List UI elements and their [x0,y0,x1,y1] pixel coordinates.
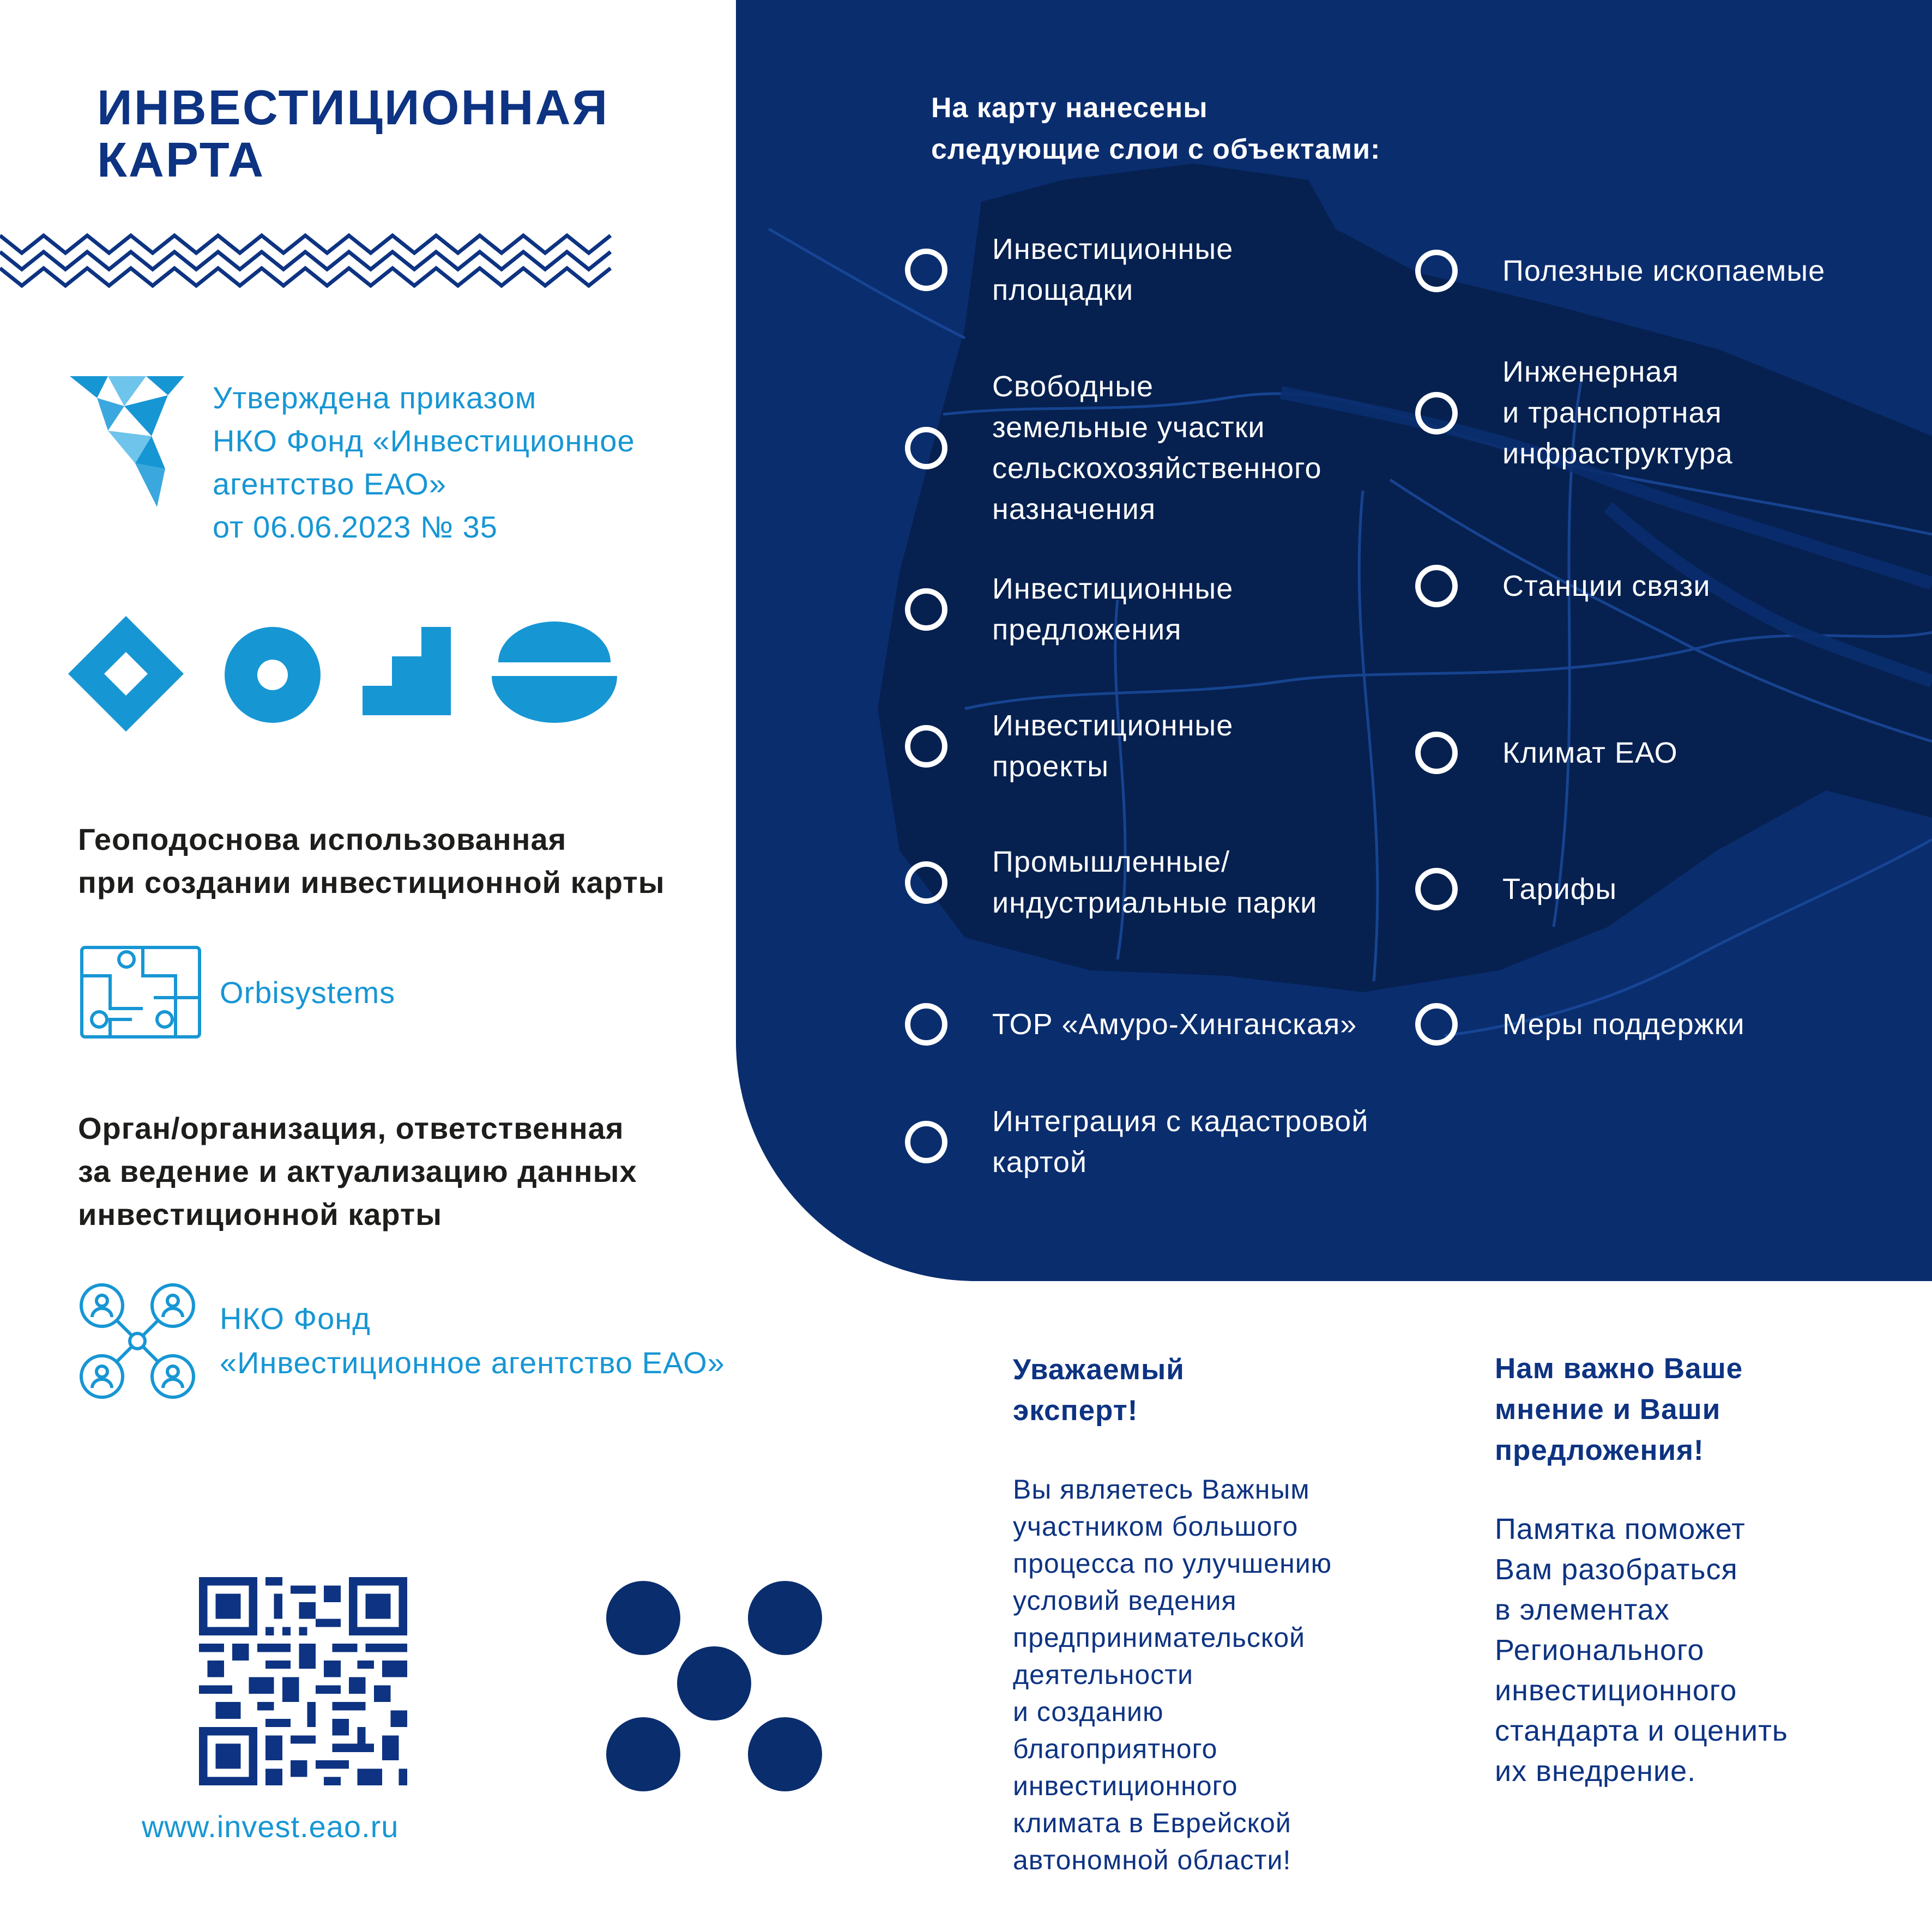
geobase-heading-line-1: Геоподоснова использованная [78,822,567,856]
diamond-shape-icon [68,616,184,732]
layer-radio-icon[interactable] [1415,565,1458,607]
geobase-provider: Orbisystems [220,975,396,1010]
layer-radio-icon[interactable] [1415,1003,1458,1046]
opinion-heading-line-2: мнение и Ваши [1495,1393,1721,1426]
layer-cadastral-integration[interactable] [905,1101,1368,1183]
layer-radio-icon[interactable] [905,1121,947,1163]
title-line-2: КАРТА [97,133,265,188]
layer-radio-icon[interactable] [1415,250,1458,292]
layer-communication-stations[interactable] [1415,565,1710,607]
expert-body-line: Вы являетесь Важным [1013,1474,1310,1505]
organization-heading [78,1107,637,1236]
layer-radio-icon[interactable] [905,588,947,631]
layer-radio-icon[interactable] [905,427,947,469]
layer-radio-icon[interactable] [1415,392,1458,434]
half-circle-shape-icon [492,621,617,723]
layer-investment-projects[interactable] [905,705,1233,787]
expert-body-line: условий ведения [1013,1585,1237,1616]
layer-label: Инвестиционные проекты [992,709,1234,783]
layer-label: Климат ЕАО [1502,736,1678,769]
qr-code-pattern [199,1577,407,1785]
layer-tariffs[interactable] [1415,868,1617,910]
five-dots-icon [605,1574,824,1794]
expert-body-line: инвестиционного [1013,1771,1238,1801]
layer-investment-sites[interactable] [905,229,1233,311]
expert-body-line: участником большого [1013,1511,1299,1542]
opinion-heading-line-3: предложения! [1495,1434,1704,1466]
layer-label: Меры поддержки [1502,1007,1745,1041]
geobase-heading-line-2: при создании инвестиционной карты [78,865,665,899]
page-title [97,82,609,186]
layer-label: Интеграция с кадастровой картой [992,1105,1369,1179]
layer-label: Промышленные/ индустриальные парки [992,846,1318,919]
approval-note [213,376,635,548]
layer-label: Инженерная и транспортная инфраструктура [1502,355,1733,470]
expert-body-line: автономной области! [1013,1845,1291,1875]
expert-body-line: предпринимательской [1013,1622,1306,1653]
layer-radio-icon[interactable] [905,725,947,768]
layer-infrastructure[interactable] [1415,352,1733,474]
layer-support-measures[interactable] [1415,1003,1745,1046]
layer-radio-icon[interactable] [905,249,947,291]
qr-code-icon[interactable] [199,1577,407,1785]
approval-line-2: НКО Фонд «Инвестиционное [213,424,635,458]
expert-heading [1013,1349,1185,1431]
layer-minerals[interactable] [1415,250,1825,292]
map-layers-heading [931,87,1380,170]
layer-label: Полезные ископаемые [1502,254,1826,287]
layer-agricultural-land[interactable] [905,366,1322,530]
opinion-heading [1495,1348,1743,1471]
opinion-body-line: стандарта и оценить [1495,1714,1788,1747]
opinion-body-line: Памятка поможет [1495,1513,1746,1545]
expert-body-line: благоприятного [1013,1734,1218,1764]
expert-heading-line-1: Уважаемый [1013,1354,1185,1386]
layer-label: Инвестиционные площадки [992,233,1234,306]
expert-body-line: и созданию [1013,1696,1164,1727]
agency-logo-icon [70,376,185,507]
people-network-icon [77,1281,197,1401]
approval-line-4: от 06.06.2023 № 35 [213,510,498,544]
opinion-body-line: инвестиционного [1495,1674,1737,1707]
expert-body-line: климата в Еврейской [1013,1808,1291,1838]
layer-climate[interactable] [1415,732,1678,774]
expert-body [1013,1471,1332,1879]
ring-shape-icon [225,627,321,723]
layer-tor-amuro-khinganskaya[interactable] [905,1003,1357,1046]
layer-radio-icon[interactable] [1415,732,1458,774]
layer-radio-icon[interactable] [905,861,947,904]
layer-label: Свободные земельные участки сельскохозяйственного назначения [992,370,1322,526]
map-plan-icon [77,943,204,1041]
map-layers-heading-line-2: следующие слои с объектами: [931,134,1381,165]
expert-heading-line-2: эксперт! [1013,1394,1138,1427]
opinion-body-line: Вам разобраться [1495,1553,1738,1586]
organization-name-line-2: «Инвестиционное агентство ЕАО» [220,1345,725,1380]
layer-radio-icon[interactable] [1415,868,1458,910]
approval-line-3: агентство ЕАО» [213,467,447,501]
zigzag-divider-icon [0,225,616,295]
website-link[interactable]: www.invest.eao.ru [142,1809,399,1844]
layer-label: Станции связи [1502,569,1711,602]
layer-industrial-parks[interactable] [905,842,1317,923]
layer-investment-offers[interactable] [905,569,1233,650]
map-layers-heading-line-1: На карту нанесены [931,92,1208,124]
title-line-1: ИНВЕСТИЦИОННАЯ [97,81,609,135]
layer-radio-icon[interactable] [905,1003,947,1046]
approval-line-1: Утверждена приказом [213,381,537,415]
expert-body-line: процесса по улучшению [1013,1548,1332,1579]
opinion-body-line: Регионального [1495,1634,1705,1667]
opinion-body-line: их внедрение. [1495,1755,1696,1788]
opinion-body-line: в элементах [1495,1593,1670,1626]
opinion-heading-line-1: Нам важно Ваше [1495,1353,1743,1385]
expert-body-line: деятельности [1013,1659,1194,1690]
layer-label: ТОР «Амуро-Хинганская» [992,1007,1357,1041]
organization-heading-line-3: инвестиционной карты [78,1197,443,1231]
organization-heading-line-1: Орган/организация, ответственная [78,1111,624,1145]
organization-name-line-1: НКО Фонд [220,1301,371,1336]
layer-label: Инвестиционные предложения [992,572,1234,646]
geobase-heading [78,818,665,904]
layer-label: Тарифы [1502,872,1617,905]
opinion-body [1495,1509,1788,1791]
organization-heading-line-2: за ведение и актуализацию данных [78,1154,637,1188]
steps-shape-icon [363,627,451,715]
organization-name [220,1296,725,1385]
